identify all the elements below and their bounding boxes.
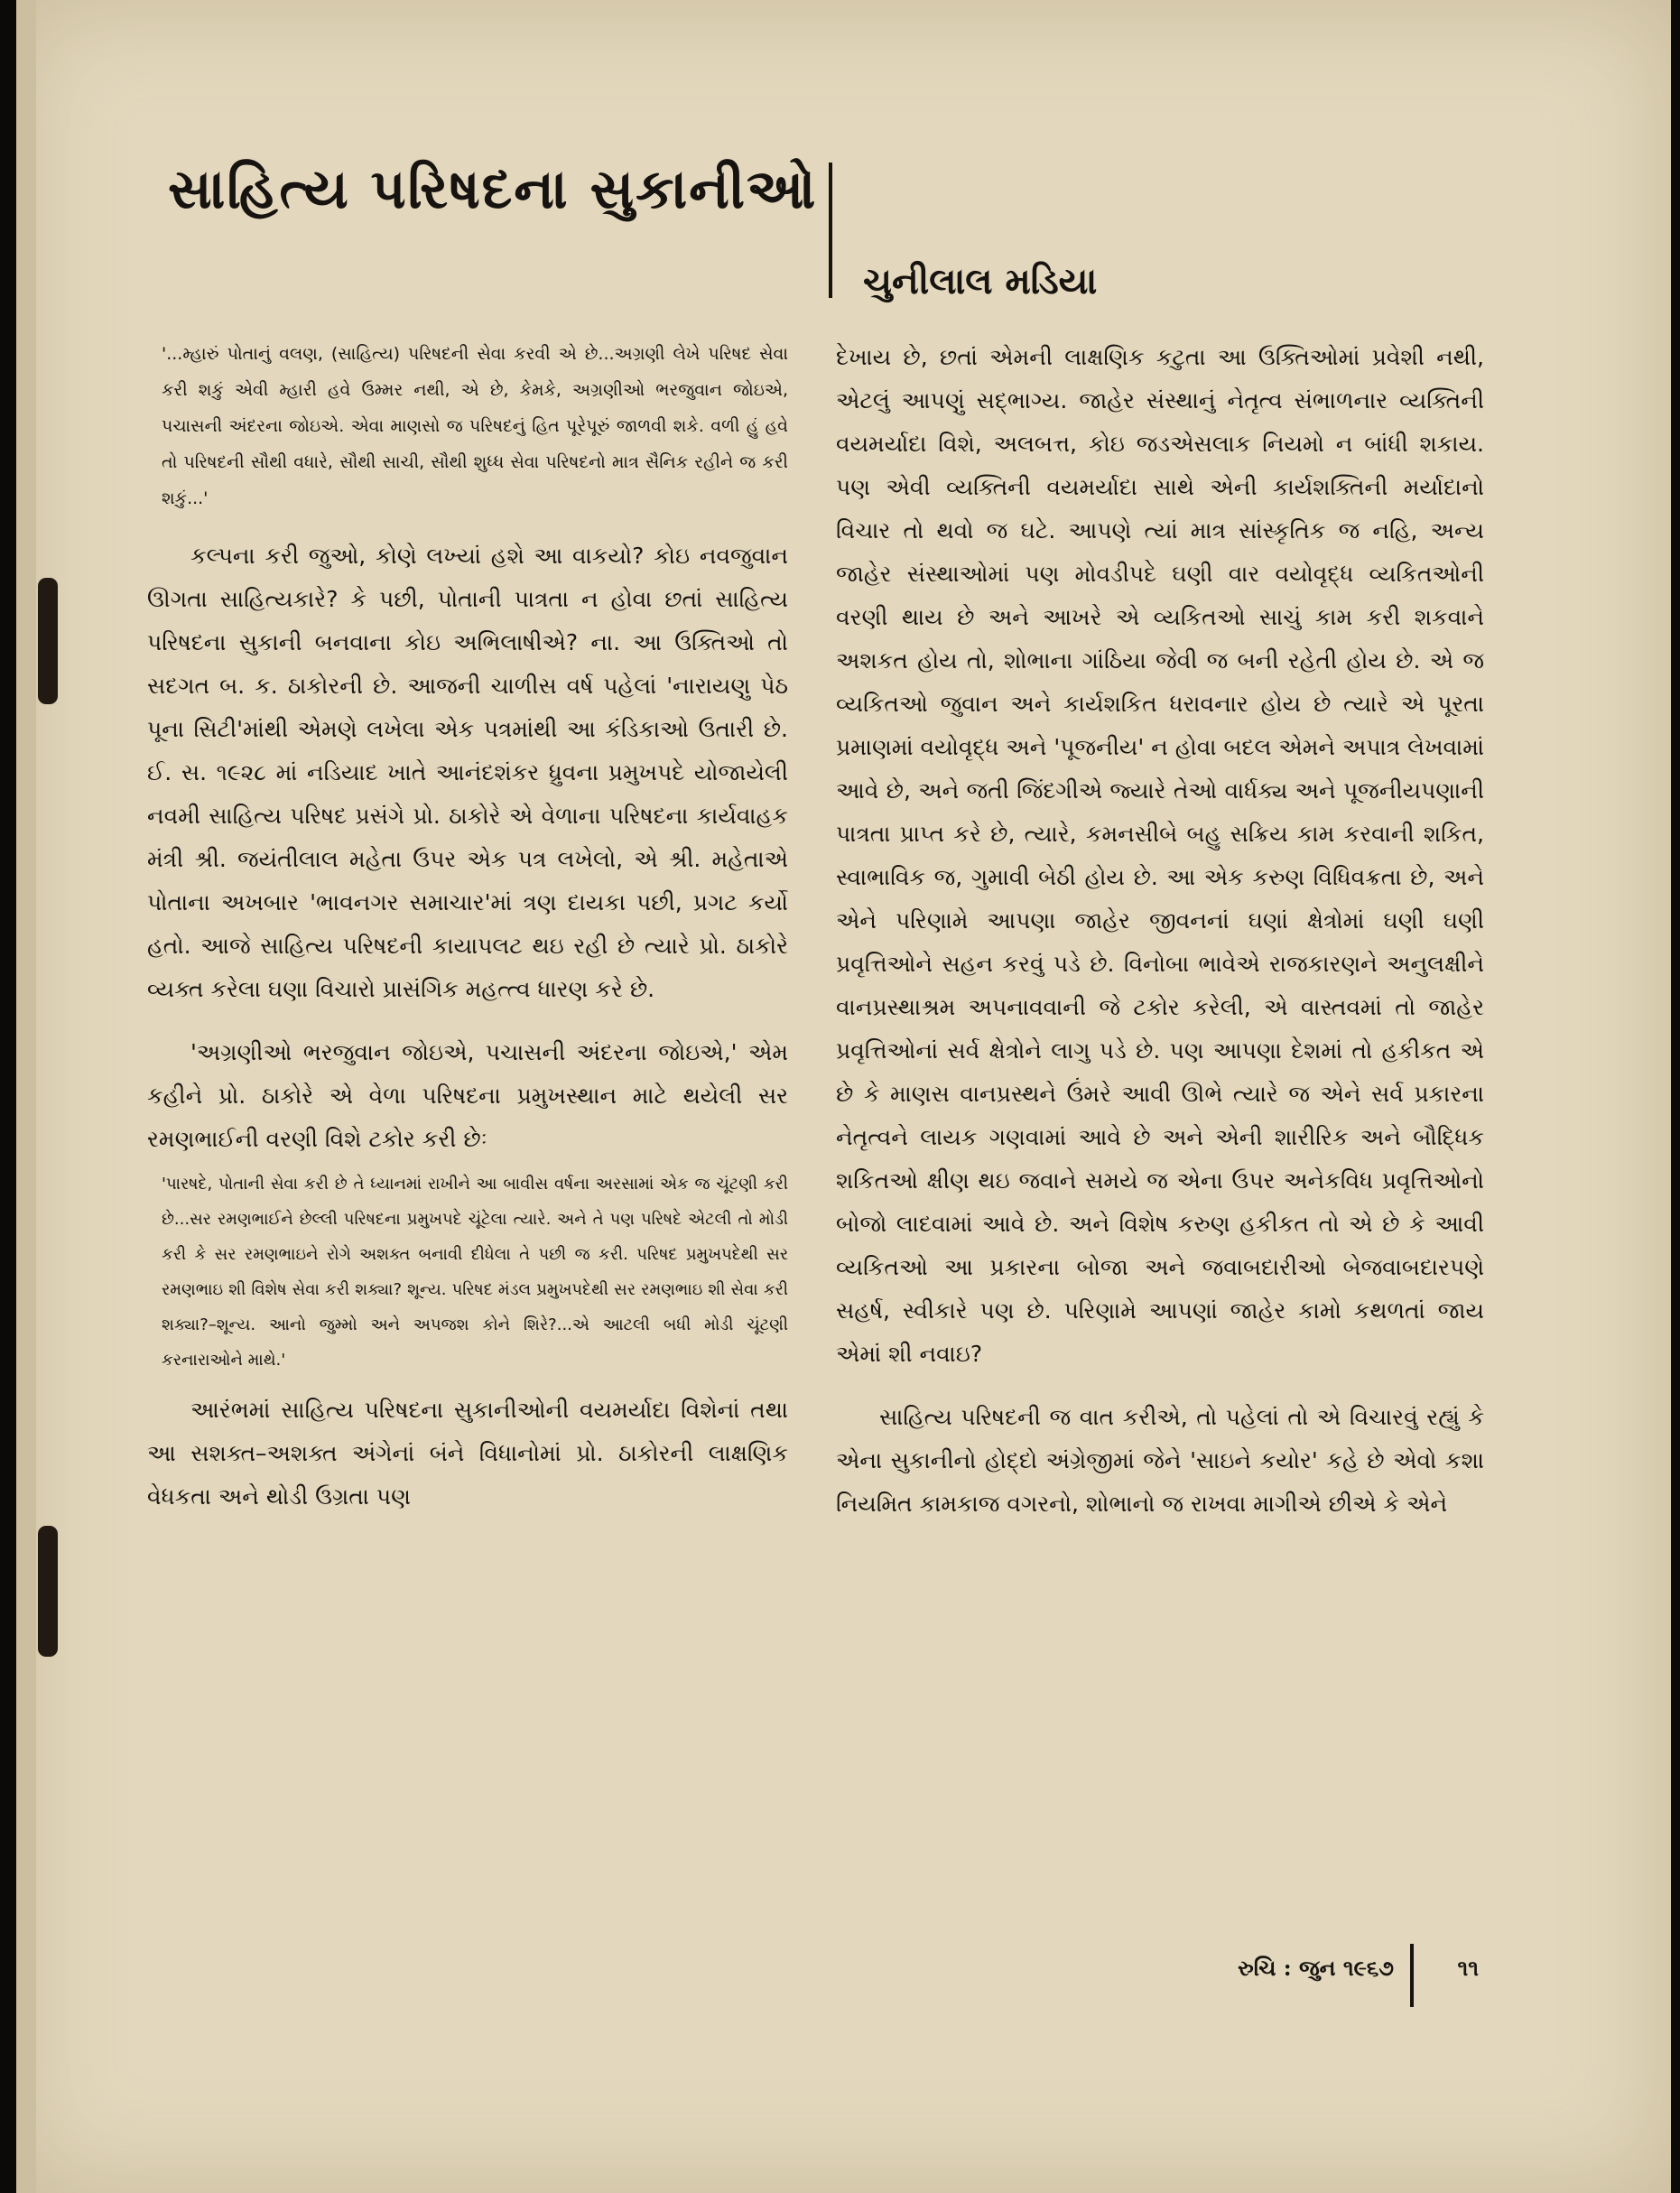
footer-divider-rule bbox=[1410, 1944, 1414, 2007]
binding-staple-top bbox=[38, 578, 58, 704]
opening-quote: '...મ્હારું પોતાનું વલણ, (સાહિત્ય) પરિષદની સેવા કરવી એ છે...અગ્રણી લેખે પરિષદ સેવા કરી શકું એવી મ્હારી હવે ઉમ્મર નથી, એ છે, કેમકે, અગ્રણીઓ ભરજુવાન જોઇએ, પચાસની અંદરના જોઇએ. એવા માણસો જ પરિષદનું હિત પૂરેપૂરું જાળવી શકે. વળી હું હવે તો પરિષદની સૌથી વધારે, સૌથી સાચી, સૌથી શુધ્ધ સેવા પરિષદનો માત્ર સૈનિક રહીને જ કરી શકું...' bbox=[162, 344, 788, 508]
page-number: ૧૧ bbox=[1457, 1955, 1479, 1981]
right-column bbox=[836, 336, 1484, 1526]
page-fold-strip bbox=[16, 0, 36, 2193]
paragraph: દેખાય છે, છતાં એમની લાક્ષણિક કટુતા આ ઉક્તિઓમાં પ્રવેશી નથી, એટલું આપણું સદ્ભાગ્ય. જાહેર સંસ્થાનું નેતૃત્વ સંભાળનાર વ્યક્તિની વયમર્યાદા વિશે, અલબત્ત, કોઇ જડએસલાક નિયમો ન બાંધી શકાય. પણ એવી વ્યક્તિની વયમર્યાદા સાથે એની કાર્યશક્તિની મર્યાદાનો વિચાર તો થવો જ ઘટે. આપણે ત્યાં માત્ર સાંસ્કૃતિક જ નહિ, અન્ય જાહેર સંસ્થાઓમાં પણ મોવડીપદે ઘણી વાર વયોવૃદ્ધ વ્યકિતઓની વરણી થાય છે અને આખરે એ વ્યકિતઓ સાચું કામ કરી શકવાને અશકત હોય તો, શોભાના ગાંઠિયા જેવી જ બની રહેતી હોય છે. એ જ વ્યકિતઓ જુવાન અને કાર્યશકિત ધરાવનાર હોય છે ત્યારે એ પૂરતા પ્રમાણમાં વયોવૃદ્ધ અને 'પૂજનીય' ન હોવા બદલ એમને અપાત્ર લેખવામાં આવે છે, અને જતી જિંદગીએ જ્યારે તેઓ વાર્ધક્ય અને પૂજનીયપણાની પાત્રતા પ્રાપ્ત કરે છે, ત્યારે, કમનસીબે બહુ સક્રિય કામ કરવાની શકિત, સ્વાભાવિક જ, ગુમાવી બેઠી હોય છે. આ એક કરુણ વિધિવક્રતા છે, અને એને પરિણામે આપણા જાહેર જીવનનાં ઘણાં ક્ષેત્રોમાં ઘણી ઘણી પ્રવૃત્તિઓને સહન કરવું પડે છે. વિનોબા ભાવેએ રાજકારણને અનુલક્ષીને વાનપ્રસ્થાશ્રમ અપનાવવાની જે ટકોર કરેલી, એ વાસ્તવમાં તો જાહેર પ્રવૃત્તિઓનાં સર્વ ક્ષેત્રોને લાગુ પડે છે. પણ આપણા દેશમાં તો હકીકત એ છે કે માણસ વાનપ્રસ્થને ઉંમરે આવી ઊભે ત્યારે જ એને સર્વ પ્રકારના નેતૃત્વને લાયક ગણવામાં આવે છે અને એની શારીરિક અને બૌદ્ધિક શકિતઓ ક્ષીણ થઇ જવાને સમયે જ એના ઉપર અનેકવિધ પ્રવૃત્તિઓનો બોજો લાદવામાં આવે છે. અને વિશેષ કરુણ હકીકત તો એ છે કે આવી વ્યકિતઓ આ પ્રકારના બોજા અને જવાબદારીઓ બેજવાબદારપણે સહર્ષ, સ્વીકારે પણ છે. પરિણામે આપણાં જાહેર કામો કથળતાં જાય એમાં શી નવાઇ? bbox=[836, 344, 1484, 1367]
binding-staple-bottom bbox=[38, 1526, 58, 1657]
article-author: ચુનીલાલ મડિયા bbox=[863, 260, 1098, 302]
block-quote: 'પારષદે, પોતાની સેવા કરી છે તે ધ્યાનમાં રાખીને આ બાવીસ વર્ષના અરસામાં એક જ ચૂંટણી કરી છે...સર રમણભાઈને છેલ્લી પરિષદના પ્રમુખપદે ચૂંટેલા ત્યારે. અને તે પણ પરિષદે એટલી તો મોડી કરી કે સર રમણભાઇને રોગે અશક્ત બનાવી દીધેલા તે પછી જ કરી. પરિષદ પ્રમુખપદેથી સર રમણભાઇ શી વિશેષ સેવા કરી શક્યા? શૂન્ય. પરિષદ મંડલ પ્રમુખપદેથી સર રમણભાઇ શી સેવા કરી શક્યા?–શૂન્ય. આનો જુમ્મો અને અપજશ કોને શિરે?...એ આટલી બધી મોડી ચૂંટણી કરનારાઓને માથે.' bbox=[162, 1175, 788, 1370]
paragraph: કલ્પના કરી જુઓ, કોણે લખ્યાં હશે આ વાકયો? કોઇ નવજુવાન ઊગતા સાહિત્યકારે? કે પછી, પોતાની પાત્રતા ન હોવા છતાં સાહિત્ય પરિષદના સુકાની બનવાના કોઇ અભિલાષીએ? ના. આ ઉક્તિઓ તો સદગત બ. ક. ઠાકોરની છે. આજની ચાળીસ વર્ષ પહેલાં 'નારાયણુ પેઠ પૂના સિટી'માંથી એમણે લખેલા એક પત્રમાંથી આ કંડિકાઓ ઉતારી છે. ઈ. સ. ૧૯૨૮ માં નડિયાદ ખાતે આનંદશંકર ધ્રુવના પ્રમુખપદે યોજાયેલી નવમી સાહિત્ય પરિષદ પ્રસંગે પ્રો. ઠાકોરે એ વેળાના પરિષદના કાર્યવાહક મંત્રી શ્રી. જયંતીલાલ મહેતા ઉપર એક પત્ર લખેલો, એ શ્રી. મહેતાએ પોતાના અખબાર 'ભાવનગર સમાચાર'માં ત્રણ દાયકા પછી, પ્રગટ કર્યો હતો. આજે સાહિત્ય પરિષદની કાયાપલટ થઇ રહી છે ત્યારે પ્રો. ઠાકોરે વ્યક્ત કરેલા ઘણા વિચારો પ્રાસંગિક મહત્ત્વ ધારણ કરે છે. bbox=[147, 543, 788, 1002]
title-divider-rule bbox=[829, 163, 832, 298]
issue-label: રુચિ : જુન ૧૯૬૭ bbox=[1238, 1955, 1394, 1981]
paragraph: 'અગ્રણીઓ ભરજુવાન જોઇએ, પચાસની અંદરના જોઇએ,' એમ કહીને પ્રો. ઠાકોરે એ વેળા પરિષદના પ્રમુખસ્થાન માટે થયેલી સર રમણભાઈની વરણી વિશે ટકોર કરી છેઃ bbox=[147, 1039, 788, 1152]
page-footer bbox=[1127, 1944, 1488, 2007]
paragraph: આરંભમાં સાહિત્ય પરિષદના સુકાનીઓની વયમર્યાદા વિશેનાં તથા આ સશક્ત–અશક્ત અંગેનાં બંને વિધાનોમાં પ્રો. ઠાકોરની લાક્ષણિક વેધકતા અને થોડી ઉગ્રતા પણ bbox=[147, 1397, 788, 1510]
left-column bbox=[147, 336, 788, 1519]
paragraph: સાહિત્ય પરિષદની જ વાત કરીએ, તો પહેલાં તો એ વિચારવું રહ્યું કે એના સુકાનીનો હોદ્દો અંગ્રેજીમાં જેને 'સાઇને કયોર' કહે છે એવો કશા નિયમિત કામકાજ વગરનો, શોભાનો જ રાખવા માગીએ છીએ કે એને bbox=[836, 1404, 1484, 1517]
article-title: સાહિત્ય પરિષદના સુકાનીઓ bbox=[168, 158, 818, 221]
magazine-page bbox=[16, 0, 1671, 2193]
